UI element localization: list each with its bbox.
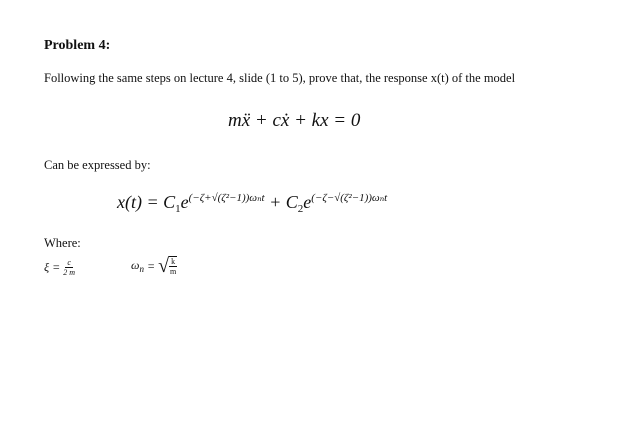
problem-instruction: Following the same steps on lecture 4, slide (1 to 5), prove that, the response x(t) of the model <box>44 71 516 85</box>
response-equation <box>117 191 387 215</box>
omega-symbol: $\omega_n$ <box>131 258 144 274</box>
term2-coefficient: C <box>285 192 298 212</box>
square-root <box>158 256 177 276</box>
term1-coefficient-subscript: 1 <box>175 203 181 215</box>
natural-frequency-definition <box>131 256 177 276</box>
model-equation: mẍ + cẋ + kx = 0 <box>228 110 361 131</box>
omega-numerator: k <box>171 257 176 266</box>
radical-sign-icon: √ <box>158 255 170 277</box>
zeta-numerator: c <box>67 258 71 267</box>
response-lhs: x(t) = <box>117 192 164 212</box>
term1-exponent: (−ζ+√(ζ²−1))ωₙt <box>188 192 265 204</box>
where-label: Where: <box>44 236 81 250</box>
term2-base: e <box>303 192 312 212</box>
expressed-label: Can be expressed by: <box>44 158 151 172</box>
zeta-symbol: ξ = <box>44 260 61 274</box>
plus-sign: + <box>264 192 286 212</box>
omega-fraction <box>169 257 177 276</box>
term1-base: e <box>180 192 189 212</box>
term1-coefficient: C <box>163 192 176 212</box>
term2-exponent: (−ζ−√(ζ²−1))ωₙt <box>311 192 388 204</box>
term2-coefficient-subscript: 2 <box>297 203 304 215</box>
omega-denominator: m <box>169 267 177 276</box>
zeta-fraction <box>63 258 75 277</box>
omega-equals: = <box>146 258 156 273</box>
problem-title: Problem 4: <box>44 38 111 53</box>
zeta-denominator: 2 m <box>63 268 76 277</box>
damping-ratio-definition <box>44 258 75 277</box>
